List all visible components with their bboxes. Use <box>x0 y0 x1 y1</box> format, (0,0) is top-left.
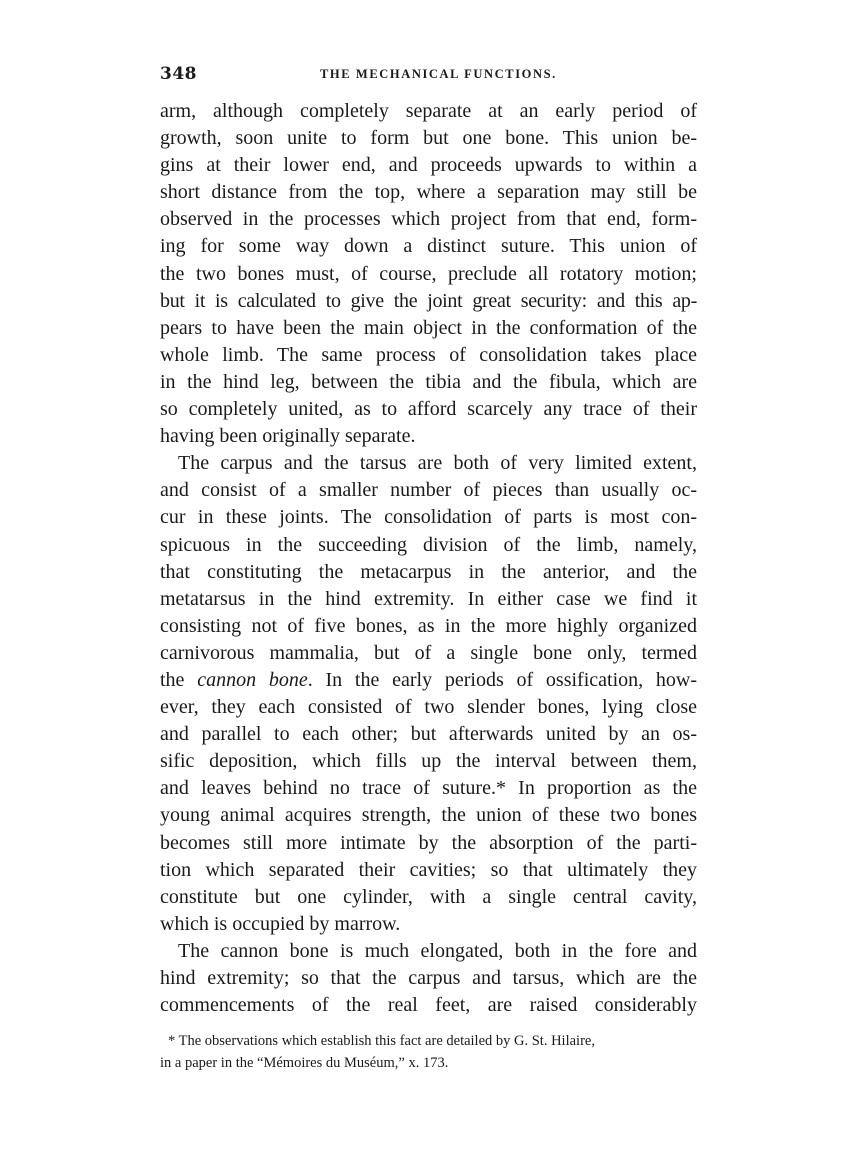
text-line: spicuous in the succeeding division of the limb, namely, <box>160 533 697 556</box>
text-line: consisting not of five bones, as in the more highly organized <box>160 614 697 637</box>
text-line: gins at their lower end, and proceeds upwards to within a <box>160 154 697 177</box>
text-line: but it is calculated to give the joint great security: and this ap- <box>160 289 697 312</box>
page-number: 348 <box>160 64 197 84</box>
text-line: having been originally separate. <box>160 425 416 448</box>
paragraph-3 <box>160 938 697 1019</box>
text-line: carnivorous mammalia, but of a single bone only, termed <box>160 641 697 664</box>
body-text <box>160 98 697 1019</box>
text-line: the cannon bone. In the early periods of ossification, how- <box>160 668 697 691</box>
text-line: which is occupied by marrow. <box>160 912 401 935</box>
text-line: arm, although completely separate at an early period of <box>160 100 697 122</box>
text-line: observed in the processes which project from that end, form- <box>160 208 697 231</box>
text-line: cur in these joints. The consolidation of parts is most con- <box>160 506 697 529</box>
text-line: tion which separated their cavities; so that ultimately they <box>160 858 697 881</box>
footnote <box>160 1030 697 1074</box>
text-line: commencements of the real feet, are raised considerably <box>160 994 697 1017</box>
footnote-line: * The observations which establish this fact are detailed by G. St. Hilaire, <box>168 1033 595 1049</box>
text-line: whole limb. The same process of consolidation takes place <box>160 343 697 366</box>
running-head <box>160 60 700 90</box>
paragraph-1 <box>160 98 697 450</box>
running-title: THE MECHANICAL FUNCTIONS. <box>320 67 557 81</box>
text-line: so completely united, as to afford scarcely any trace of their <box>160 398 697 421</box>
text-line: sific deposition, which fills up the interval between them, <box>160 750 697 773</box>
text-line: The carpus and the tarsus are both of very limited extent, <box>178 452 697 475</box>
text-line: The cannon bone is much elongated, both in the fore and <box>178 939 697 962</box>
paragraph-2 <box>160 450 697 938</box>
text-line: metatarsus in the hind extremity. In either case we find it <box>160 587 697 610</box>
text-line: and leaves behind no trace of suture.* In proportion as the <box>160 777 697 800</box>
text-line: short distance from the top, where a separation may still be <box>160 181 697 204</box>
text-line: the two bones must, of course, preclude all rotatory motion; <box>160 262 697 285</box>
text-line: becomes still more intimate by the absorption of the parti- <box>160 831 697 854</box>
text-line: ever, they each consisted of two slender bones, lying close <box>160 696 697 719</box>
text-line: that constituting the metacarpus in the anterior, and the <box>160 560 697 583</box>
text-line: and parallel to each other; but afterwards united by an os- <box>160 723 697 746</box>
text-line: young animal acquires strength, the union of these two bones <box>160 804 697 827</box>
text-line: in the hind leg, between the tibia and the fibula, which are <box>160 370 697 393</box>
footnote-line: in a paper in the “Mémoires du Muséum,” x. 173. <box>160 1055 449 1071</box>
text-line: constitute but one cylinder, with a single central cavity, <box>160 885 697 908</box>
text-line: and consist of a smaller number of pieces than usually oc- <box>160 479 697 502</box>
text-line: ing for some way down a distinct suture. This union of <box>160 235 697 258</box>
text-line: growth, soon unite to form but one bone. This union be- <box>160 127 697 150</box>
text-line: pears to have been the main object in the conformation of the <box>160 316 697 339</box>
text-line: hind extremity; so that the carpus and tarsus, which are the <box>160 967 697 989</box>
